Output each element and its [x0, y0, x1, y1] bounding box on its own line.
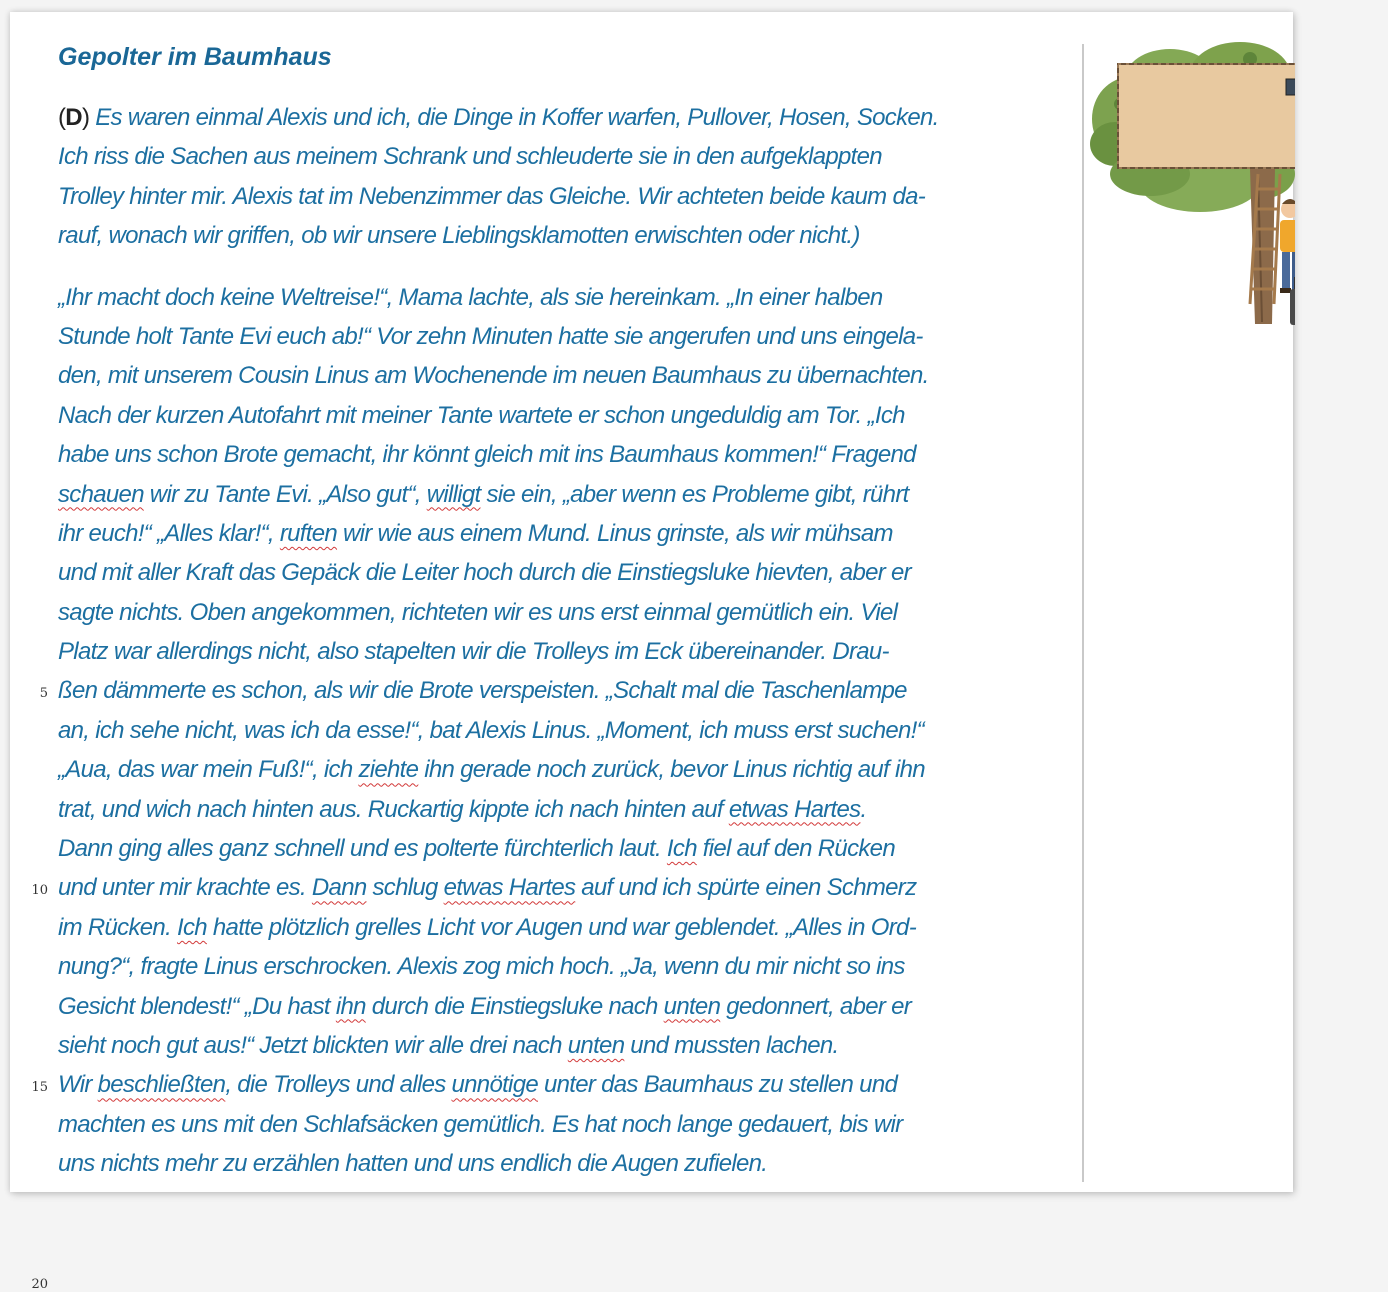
worksheet-page	[10, 12, 1293, 1292]
text-segment: auf und ich spürte einen Schmerz	[575, 874, 917, 902]
text-line	[58, 868, 1068, 907]
marked-error-word: Dann	[311, 874, 367, 902]
text-line	[58, 396, 1068, 435]
text-segment: Gesicht blendest!“ „Du hast	[58, 992, 336, 1020]
marked-error-word: unten	[567, 1031, 625, 1059]
text-segment: machten es uns mit den Schlafsäcken gemütlich. Es hat noch lange gedauert, bis wir	[58, 1110, 903, 1138]
text-line: Ich riss die Sachen aus meinem Schrank und schleuderte sie in den aufgeklappten	[58, 143, 882, 171]
line-number: 20	[31, 1277, 48, 1292]
text-line	[58, 987, 1068, 1026]
text-segment: „Ihr macht doch keine Weltreise!“, Mama lachte, als sie hereinkam. „In einer halben	[58, 283, 883, 311]
text-line: (D) Es waren einmal Alexis und ich, die Dinge in Koffer warfen, Pullover, Hosen, Socken.	[58, 104, 939, 131]
text-segment: an, ich sehe nicht, was ich da esse!“, bat Alexis Linus. „Moment, ich muss erst suchen!“	[58, 716, 924, 744]
text-segment: ßen dämmerte es schon, als wir die Brote verspeisten. „Schalt mal die Taschenlampe	[58, 677, 907, 705]
text-segment: im Rücken.	[58, 913, 178, 941]
text-segment: hatte plötzlich grelles Licht vor Augen und war geblendet. „Alles in Ord-	[206, 913, 916, 941]
text-line	[58, 1065, 1068, 1104]
marked-error-word: Ich	[177, 913, 207, 941]
boy-figure	[1280, 199, 1295, 293]
marked-error-word: unten	[663, 992, 721, 1020]
text-segment: trat, und wich nach hinten aus. Ruckartig kippte ich nach hinten auf	[58, 795, 729, 823]
text-segment: sagte nichts. Oben angekommen, richteten wir es uns erst einmal gemütlich ein. Viel	[58, 598, 898, 626]
text-line	[58, 829, 1068, 868]
paragraph-intro	[58, 98, 1068, 256]
paragraph-marker: (D)	[58, 104, 90, 131]
marked-error-word: ihn	[335, 992, 366, 1020]
text-line: rauf, wonach wir griffen, ob wir unsere Lieblingsklamotten erwischten oder nicht.)	[58, 222, 860, 250]
text-line	[58, 278, 1068, 317]
text-line	[58, 632, 1068, 671]
text-segment: .	[860, 795, 867, 823]
marked-error-word: schauen	[58, 480, 144, 508]
text-segment: Stunde holt Tante Evi euch ab!“ Vor zehn Minuten hatte sie angerufen und uns eingela-	[58, 322, 923, 350]
text-segment: und mit aller Kraft das Gepäck die Leiter hoch durch die Einstiegsluke hievten, aber er	[58, 559, 911, 587]
text-line	[58, 1026, 1068, 1065]
marked-error-word: ziehte	[358, 756, 419, 784]
marked-error-word: ruften	[279, 519, 338, 547]
text-line: Trolley hinter mir. Alexis tat im Nebenzimmer das Gleiche. Wir achteten beide kaum da-	[58, 182, 926, 210]
marked-error-word: willigt	[426, 480, 481, 508]
text-segment: durch die Einstiegsluke nach	[365, 992, 664, 1020]
text-segment: ihr euch!“ „Alles klar!“,	[58, 519, 280, 547]
text-line	[58, 514, 1068, 553]
text-segment: wir wie aus einem Mund. Linus grinste, als wir mühsam	[337, 519, 893, 547]
text-line	[58, 671, 1068, 710]
marked-error-word: beschließten	[97, 1071, 226, 1099]
text-segment: gedonnert, aber er	[720, 992, 912, 1020]
marked-error-word: etwas Hartes	[443, 874, 576, 902]
text-line	[58, 593, 1068, 632]
marked-error-word: unnötige	[451, 1071, 538, 1099]
story-title: Gepolter im Baumhaus	[58, 43, 332, 71]
text-segment: uns nichts mehr zu erzählen hatten und uns endlich die Augen zufielen.	[58, 1150, 768, 1178]
column-divider	[1082, 44, 1084, 1182]
text-segment: schlug	[366, 874, 444, 902]
marked-error-word: etwas Hartes	[728, 795, 861, 823]
text-line	[58, 908, 1068, 947]
text-line	[58, 947, 1068, 986]
faded-text	[1098, 470, 1105, 501]
text-segment: „Aua, das war mein Fuß!“, ich	[58, 756, 359, 784]
treehouse-box	[1118, 64, 1295, 168]
text-line	[58, 356, 1068, 395]
marked-error-word: Ich	[666, 835, 697, 863]
text-line	[58, 435, 1068, 474]
text-line	[58, 1144, 1068, 1183]
text-segment: Dann ging alles ganz schnell und es polterte fürchterlich laut.	[58, 835, 667, 863]
text-segment: nung?“, fragte Linus erschrocken. Alexis zog mich hoch. „Ja, wenn du mir nicht so ins	[58, 953, 905, 981]
text-segment: fiel auf den Rücken	[696, 835, 895, 863]
text-line	[58, 475, 1068, 514]
text-segment: den, mit unserem Cousin Linus am Wochenende im neuen Baumhaus zu übernachten.	[58, 362, 929, 390]
line-number: 10	[31, 883, 48, 898]
text-segment: Platz war allerdings nicht, also stapelten wir die Trolleys im Eck übereinander. Drau-	[58, 638, 889, 666]
text-line	[58, 553, 1068, 592]
paragraph-main	[58, 278, 1068, 1184]
text-line	[58, 317, 1068, 356]
treehouse-illustration	[1090, 34, 1295, 334]
text-line	[58, 790, 1068, 829]
text-segment: habe uns schon Brote gemacht, ihr könnt gleich mit ins Baumhaus kommen!“ Fragend	[58, 441, 916, 469]
text-line	[58, 750, 1068, 789]
line-number: 5	[39, 686, 48, 701]
text-segment: sie ein, „aber wenn es Probleme gibt, rührt	[480, 480, 909, 508]
story-text-column	[58, 40, 1068, 1184]
line-number: 15	[31, 1080, 48, 1095]
text-segment: , die Trolleys und alles	[225, 1071, 452, 1099]
text-line	[58, 1105, 1068, 1144]
text-segment: ihn gerade noch zurück, bevor Linus richtig auf ihn	[418, 756, 925, 784]
text-segment: unter das Baumhaus zu stellen und	[538, 1071, 898, 1099]
text-segment: Nach der kurzen Autofahrt mit meiner Tante wartete er schon ungeduldig am Tor. „Ich	[58, 401, 905, 429]
text-line	[58, 711, 1068, 750]
text-segment: und mussten lachen.	[624, 1031, 839, 1059]
text-segment: sieht noch gut aus!“ Jetzt blickten wir alle drei nach	[58, 1031, 568, 1059]
text-segment: Wir	[58, 1071, 98, 1099]
text-segment: und unter mir krachte es.	[58, 874, 312, 902]
text-segment: wir zu Tante Evi. „Also gut“,	[143, 480, 427, 508]
